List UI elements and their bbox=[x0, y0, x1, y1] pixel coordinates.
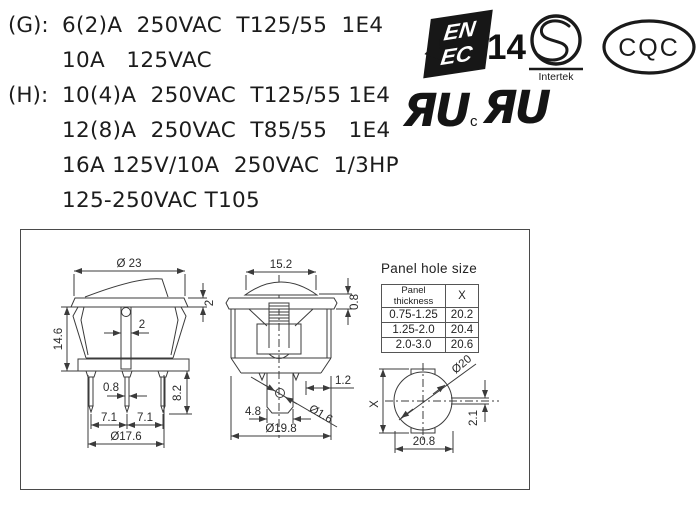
dim-cutout-height: X bbox=[369, 400, 381, 408]
dim-actuator-width: 2 bbox=[138, 319, 146, 331]
thickness-cell: 2.0-3.0 bbox=[382, 338, 446, 353]
electrical-ratings bbox=[8, 8, 399, 218]
cqc-text: CQC bbox=[618, 34, 680, 62]
dim-bezel-thickness: 2 bbox=[204, 299, 216, 307]
rating-group-label: (G): bbox=[8, 13, 49, 38]
x-cell: 20.2 bbox=[446, 308, 479, 323]
panel-cutout-drawing bbox=[369, 353, 499, 453]
rating-line bbox=[8, 8, 399, 43]
rating-value: 10(4)A 250VAC T125/55 1E4 bbox=[62, 83, 391, 108]
rating-value: 16A 125V/10A 250VAC 1/3HP bbox=[62, 153, 399, 178]
dim-latch-offset: 1.2 bbox=[335, 375, 351, 387]
enec-bottom-text: EC bbox=[439, 40, 474, 71]
front-view-drawing bbox=[226, 259, 361, 440]
intertek-brand-text: Intertek bbox=[538, 71, 574, 82]
dim-body-diameter: Ø17.6 bbox=[110, 431, 142, 443]
dim-cutout-diameter: Ø20 bbox=[449, 353, 475, 377]
enec-number: 14 bbox=[487, 28, 526, 67]
rating-value: 6(2)A 250VAC T125/55 1E4 bbox=[62, 13, 384, 38]
intertek-s-mark bbox=[527, 12, 587, 82]
internal-walls bbox=[249, 309, 313, 359]
panel-hole-size-table bbox=[381, 284, 479, 353]
centerlines bbox=[385, 363, 499, 442]
rating-group-label: (H): bbox=[8, 83, 49, 108]
dim-pin-pitch-right: 7.1 bbox=[137, 412, 153, 424]
panel-hole-size-title: Panel hole size bbox=[381, 261, 478, 276]
table-row bbox=[382, 308, 479, 323]
dim-tab-width: 4.8 bbox=[245, 406, 261, 418]
rating-line bbox=[8, 183, 399, 218]
ul-canada-recognized-mark: ЯU bbox=[483, 81, 549, 134]
rating-line bbox=[8, 43, 399, 78]
intertek-s-icon bbox=[538, 21, 569, 60]
dim-pin-pitch-left: 7.1 bbox=[101, 412, 117, 424]
header-panel-thickness: Panel thickness bbox=[382, 285, 446, 308]
rating-line bbox=[8, 113, 399, 148]
pin-right bbox=[158, 371, 168, 412]
pin-middle bbox=[122, 371, 132, 412]
table-row bbox=[382, 338, 479, 353]
cqc-mark bbox=[600, 18, 700, 78]
rocker-profile bbox=[85, 279, 168, 297]
enec-flag-icon bbox=[423, 10, 493, 79]
bezel bbox=[71, 298, 188, 307]
rating-line bbox=[8, 148, 399, 183]
dim-rocker-width: 15.2 bbox=[269, 259, 293, 271]
pivot bbox=[122, 308, 131, 317]
enec-top-text: EN bbox=[442, 15, 478, 46]
dim-top-diameter: Ø 23 bbox=[116, 258, 142, 270]
dim-front-body-diameter: Ø19.8 bbox=[265, 423, 297, 435]
rating-value: 10A 125VAC bbox=[62, 48, 212, 73]
table-row bbox=[382, 323, 479, 338]
ul-recognized-mark: ЯU bbox=[403, 84, 469, 137]
mounting-tab bbox=[267, 373, 293, 413]
side-view-drawing bbox=[53, 258, 216, 448]
thickness-cell: 1.25-2.0 bbox=[382, 323, 446, 338]
x-cell: 20.6 bbox=[446, 338, 479, 353]
x-cell: 20.4 bbox=[446, 323, 479, 338]
rating-line bbox=[8, 78, 399, 113]
dim-lip-height: 0.8 bbox=[349, 294, 361, 310]
rocker-dome bbox=[245, 282, 317, 295]
thickness-cell: 0.75-1.25 bbox=[382, 308, 446, 323]
table-header-row bbox=[382, 285, 479, 308]
rating-value: 12(8)A 250VAC T85/55 1E4 bbox=[62, 118, 391, 143]
rating-value: 125-250VAC T105 bbox=[62, 188, 261, 213]
ul-canada-prefix: c bbox=[470, 113, 478, 130]
dim-body-height: 14.6 bbox=[53, 327, 65, 351]
dim-cutout-width: 20.8 bbox=[412, 436, 436, 448]
base-block bbox=[78, 359, 189, 371]
header-x: X bbox=[446, 285, 479, 308]
dim-slot-height: 2.1 bbox=[468, 410, 480, 426]
dim-pin-length: 8.2 bbox=[172, 385, 184, 401]
dim-pin-width: 0.8 bbox=[103, 382, 119, 394]
dim-hole-diameter: Ø1.6 bbox=[306, 402, 335, 426]
body-outline bbox=[231, 309, 331, 373]
enec-mark bbox=[414, 10, 526, 82]
